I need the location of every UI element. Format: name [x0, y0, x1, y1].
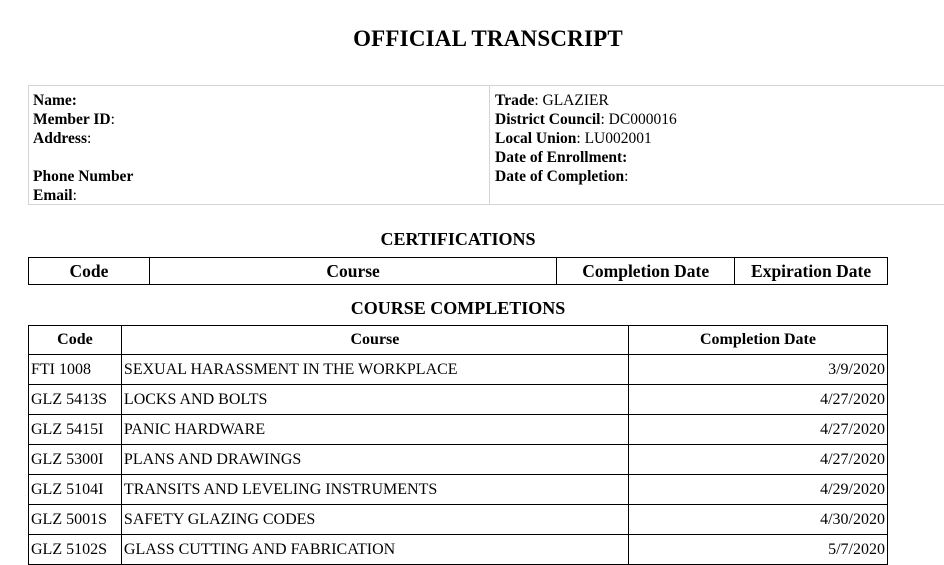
member-info-left [33, 91, 133, 205]
certifications-table [28, 257, 888, 285]
table-row [29, 475, 888, 505]
enrollment-line [495, 148, 677, 167]
phone-label: Phone Number [33, 168, 134, 185]
cert-header-course: Course [149, 258, 556, 285]
member-id-line: Member ID: [33, 111, 115, 128]
row-date: 5/7/2020 [628, 535, 887, 565]
enrollment-label: Date of Enrollment: [495, 149, 628, 166]
address-blank [33, 148, 133, 167]
row-date: 4/27/2020 [628, 445, 887, 475]
row-date: 4/29/2020 [628, 475, 887, 505]
row-code: GLZ 5413S [29, 385, 122, 415]
district-council-value: DC000016 [608, 111, 677, 128]
address-label: Address [33, 130, 87, 147]
row-date: 4/30/2020 [628, 505, 887, 535]
course-header-row [29, 326, 888, 355]
email-label: Email [33, 187, 73, 204]
table-row [29, 385, 888, 415]
row-course: PLANS AND DRAWINGS [121, 445, 628, 475]
row-code: GLZ 5102S [29, 535, 122, 565]
completion-label: Date of Completion [495, 168, 625, 185]
table-row [29, 505, 888, 535]
course-header-completion-date: Completion Date [628, 326, 887, 355]
email-line: Email: [33, 187, 77, 204]
certifications-title: CERTIFICATIONS [380, 229, 536, 249]
row-code: FTI 1008 [29, 355, 122, 385]
cert-header-completion-date: Completion Date [557, 258, 735, 285]
page-title: OFFICIAL TRANSCRIPT [353, 26, 623, 51]
row-course: GLASS CUTTING AND FABRICATION [121, 535, 628, 565]
name-line [33, 91, 133, 110]
table-row [29, 415, 888, 445]
course-header-course: Course [121, 326, 628, 355]
phone-line [33, 167, 133, 186]
row-course: SEXUAL HARASSMENT IN THE WORKPLACE [121, 355, 628, 385]
member-info-box [28, 85, 944, 205]
name-label: Name: [33, 92, 77, 109]
certifications-header-row [29, 258, 888, 285]
row-course: TRANSITS AND LEVELING INSTRUMENTS [121, 475, 628, 505]
course-completions-title: COURSE COMPLETIONS [350, 298, 566, 318]
member-info-right [495, 91, 677, 186]
info-divider [489, 86, 490, 204]
row-date: 4/27/2020 [628, 385, 887, 415]
local-union-value: LU002001 [584, 130, 652, 147]
cert-header-expiration-date: Expiration Date [735, 258, 888, 285]
trade-value: GLAZIER [542, 92, 609, 109]
row-date: 4/27/2020 [628, 415, 887, 445]
table-row [29, 445, 888, 475]
table-row [29, 355, 888, 385]
trade-label: Trade [495, 92, 535, 109]
row-code: GLZ 5300I [29, 445, 122, 475]
member-id-label: Member ID [33, 111, 111, 128]
course-header-code: Code [29, 326, 122, 355]
local-union-line: Local Union: LU002001 [495, 130, 652, 147]
row-course: PANIC HARDWARE [121, 415, 628, 445]
row-course: LOCKS AND BOLTS [121, 385, 628, 415]
trade-line: Trade: GLAZIER [495, 92, 609, 109]
address-line: Address: [33, 130, 92, 147]
district-council-label: District Council [495, 111, 601, 128]
row-course: SAFETY GLAZING CODES [121, 505, 628, 535]
table-row [29, 535, 888, 565]
row-date: 3/9/2020 [628, 355, 887, 385]
row-code: GLZ 5415I [29, 415, 122, 445]
cert-header-code: Code [29, 258, 150, 285]
completion-line: Date of Completion: [495, 168, 629, 185]
course-completions-table [28, 325, 888, 565]
local-union-label: Local Union [495, 130, 577, 147]
row-code: GLZ 5104I [29, 475, 122, 505]
district-council-line: District Council: DC000016 [495, 111, 677, 128]
row-code: GLZ 5001S [29, 505, 122, 535]
